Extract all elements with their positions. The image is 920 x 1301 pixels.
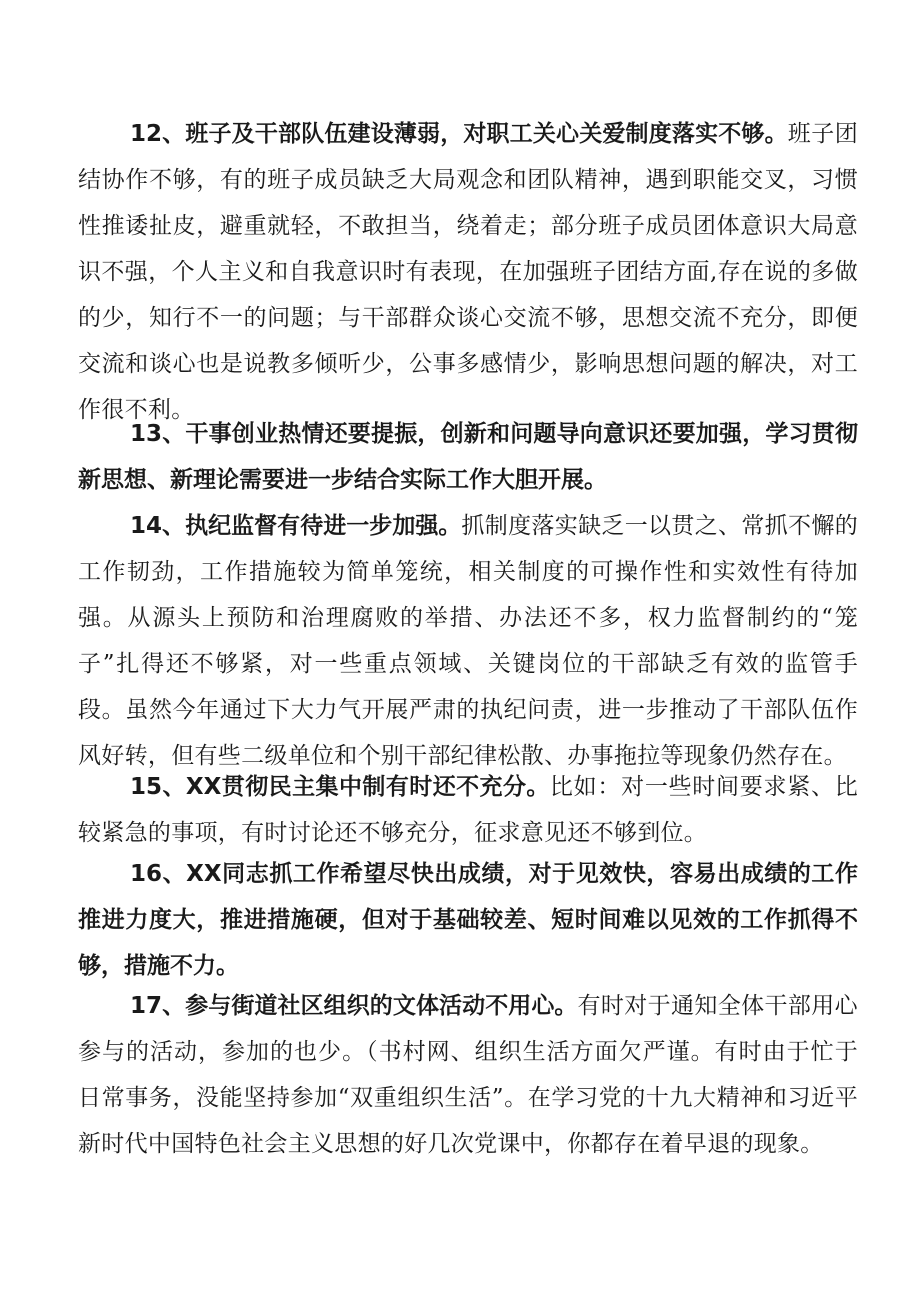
paragraph-heading: 17、参与街道社区组织的文体活动不用心。 <box>130 993 578 1019</box>
paragraph-body: 抓制度落实缺乏一以贯之、常抓不懈的工作韧劲，工作措施较为简单笼统，相关制度的可操作性和实效性有待加强。从源头上预防和治理腐败的举措、办法还不多，权力监督制约的“笼子”扎得还不够紧，对一些重点领域、关键岗位的干部缺乏有效的监管手段。虽然今年通过下大力气开展严肃的执纪问责，进一步推动了干部队伍作风好转，但有些二级单位和个别干部纪律松散、办事拖拉等现象仍然存在。 <box>78 513 858 769</box>
paragraph-body: 班子团结协作不够，有的班子成员缺乏大局观念和团队精神，遇到职能交叉，习惯性推诿扯皮，避重就轻，不敢担当，绕着走；部分班子成员团体意识大局意识不强，个人主义和自我意识时有表现，在加强班子团结方面,存在说的多做的少，知行不一的问题；与干部群众谈心交流不够，思想交流不充分，即便交流和谈心也是说教多倾听少，公事多感情少，影响思想问题的解决，对工作很不利。 <box>78 121 858 423</box>
paragraph-item-16 <box>78 851 858 989</box>
paragraph-heading: 12、班子及干部队伍建设薄弱，对职工关心关爱制度落实不够。 <box>130 121 788 147</box>
paragraph-heading: 15、XX贯彻民主集中制有时还不充分。 <box>130 774 550 800</box>
paragraph-item-15 <box>78 764 858 856</box>
paragraph-heading: 16、XX同志抓工作希望尽快出成绩，对于见效快，容易出成绩的工作推进力度大，推进措施硬，但对于基础较差、短时间难以见效的工作抓得不够，措施不力。 <box>78 861 858 979</box>
paragraph-body: 有时对于通知全体干部用心参与的活动，参加的也少。（书村网、组织生活方面欠严谨。有时由于忙于日常事务，没能坚持参加“双重组织生活”。在学习党的十九大精神和习近平新时代中国特色社会主义思想的好几次党课中，你都存在着早退的现象。 <box>78 993 858 1157</box>
paragraph-body: 比如：对一些时间要求紧、比较紧急的事项，有时讨论还不够充分，征求意见还不够到位。 <box>78 774 858 846</box>
paragraph-item-14 <box>78 503 858 779</box>
paragraph-item-17 <box>78 983 858 1167</box>
paragraph-heading: 13、干事创业热情还要提振，创新和问题导向意识还要加强，学习贯彻新思想、新理论需要进一步结合实际工作大胆开展。 <box>78 421 858 493</box>
paragraph-item-13 <box>78 411 858 503</box>
paragraph-heading: 14、执纪监督有待进一步加强。 <box>130 513 462 539</box>
paragraph-item-12 <box>78 111 858 433</box>
